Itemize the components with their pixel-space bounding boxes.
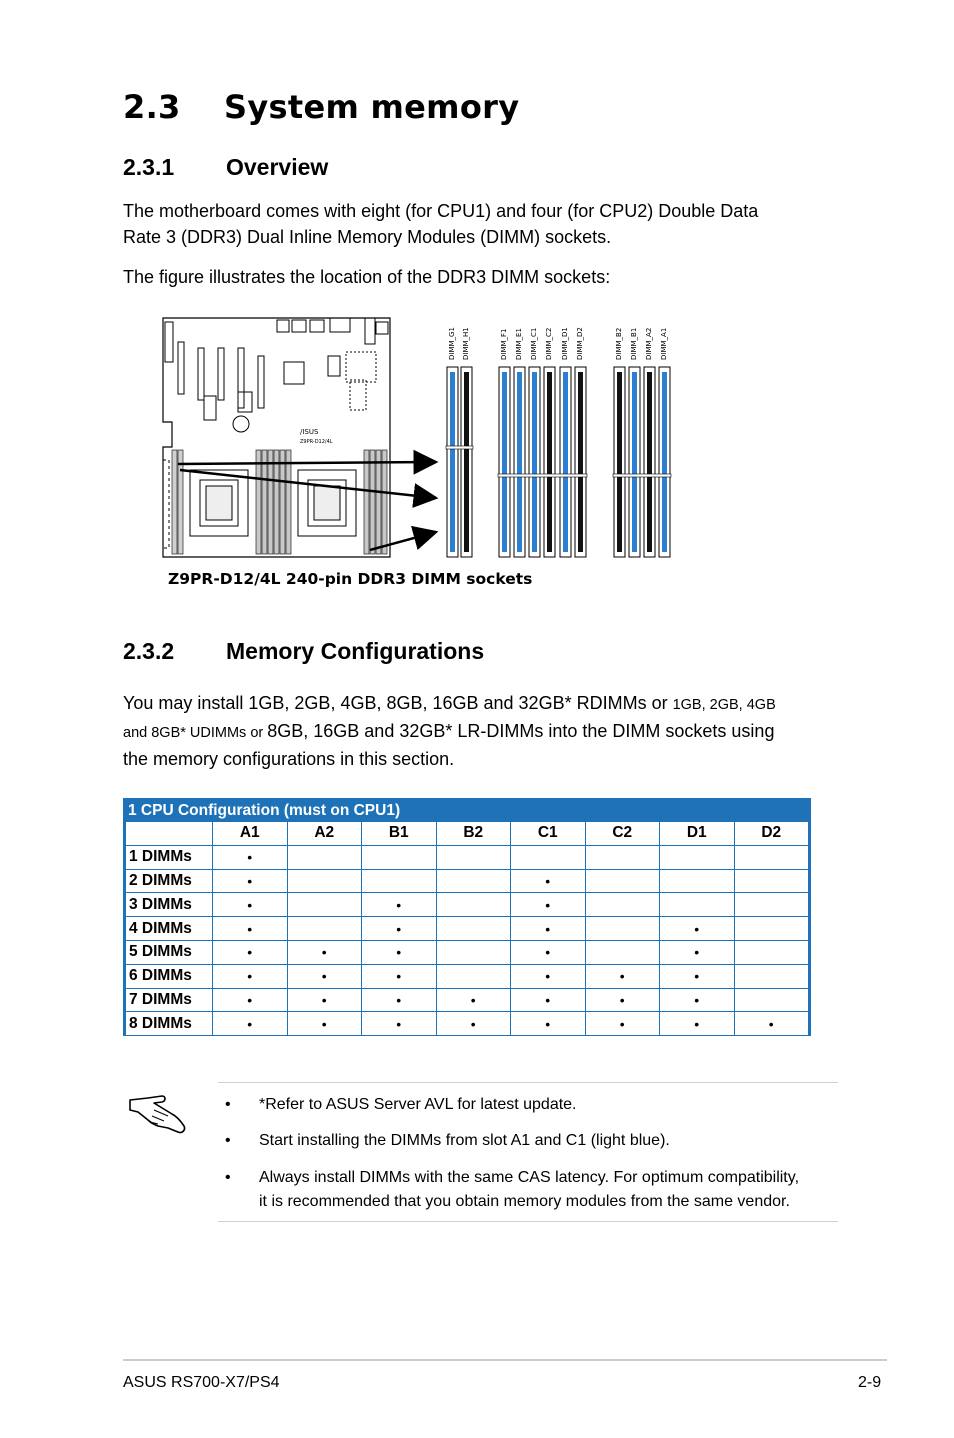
slot-label-b1: DIMM_B1 bbox=[630, 327, 638, 360]
slot-cell-d2 bbox=[734, 845, 809, 869]
slot-cell-c2 bbox=[585, 893, 660, 917]
table-row bbox=[126, 988, 809, 1012]
memconfig-line-1 bbox=[123, 690, 776, 718]
slot-cell-d1: • bbox=[660, 917, 735, 941]
slot-cell-d2: • bbox=[734, 1012, 809, 1036]
slot-cell-d1: • bbox=[660, 964, 735, 988]
slot-cell-b2 bbox=[436, 964, 511, 988]
table-row bbox=[126, 917, 809, 941]
slot-cell-d1 bbox=[660, 869, 735, 893]
note-text-1: *Refer to ASUS Server AVL for latest update. bbox=[259, 1096, 577, 1113]
note-text-3-line-1: Always install DIMMs with the same CAS latency. For optimum compatibility, bbox=[259, 1169, 800, 1186]
memconfig-line-2 bbox=[123, 718, 776, 746]
memconfig-line-1b: 1GB, 2GB, 4GB bbox=[672, 697, 776, 713]
slot-cell-c2 bbox=[585, 869, 660, 893]
note-item-2 bbox=[218, 1129, 838, 1153]
diagram-caption: Z9PR-D12/4L 240-pin DDR3 DIMM sockets bbox=[168, 570, 533, 588]
column-header-d1: D1 bbox=[660, 822, 735, 846]
slot-cell-a1: • bbox=[213, 893, 288, 917]
slot-cell-c1 bbox=[511, 845, 586, 869]
slot-cell-a2: • bbox=[287, 988, 362, 1012]
table-body bbox=[126, 845, 809, 1035]
note-bullet: • bbox=[225, 1132, 231, 1149]
table-row bbox=[126, 893, 809, 917]
slot-cell-b1: • bbox=[362, 940, 437, 964]
table-row bbox=[126, 964, 809, 988]
column-header-c1: C1 bbox=[511, 822, 586, 846]
dimm-slot-d2 bbox=[575, 367, 586, 557]
table-corner bbox=[126, 822, 213, 846]
row-label: 5 DIMMs bbox=[126, 940, 213, 964]
note-item-1 bbox=[218, 1093, 838, 1117]
cpu2-socket bbox=[298, 470, 356, 536]
dimm-slot-c1 bbox=[529, 367, 540, 557]
slot-cell-d2 bbox=[734, 964, 809, 988]
memconfig-line-2b: 8GB, 16GB and 32GB* LR-DIMMs into the DIMM sockets using bbox=[267, 721, 775, 741]
memconfig-line-1a: You may install 1GB, 2GB, 4GB, 8GB, 16GB and 32GB* RDIMMs or bbox=[123, 693, 673, 713]
dimm-slot-h1 bbox=[461, 367, 472, 557]
slot-cell-a2: • bbox=[287, 964, 362, 988]
slot-cell-b2 bbox=[436, 940, 511, 964]
slot-cell-b1: • bbox=[362, 1012, 437, 1036]
slot-label-a2: DIMM_A2 bbox=[645, 327, 653, 360]
table-row bbox=[126, 1012, 809, 1036]
section-title bbox=[123, 88, 519, 126]
slot-cell-b2 bbox=[436, 893, 511, 917]
column-header-a1: A1 bbox=[213, 822, 288, 846]
slot-cell-a1: • bbox=[213, 869, 288, 893]
memconfig-heading bbox=[123, 638, 484, 665]
board-logo: /ISUS bbox=[300, 428, 319, 436]
slot-cell-b2 bbox=[436, 869, 511, 893]
slot-cell-c1: • bbox=[511, 869, 586, 893]
dimm-slot-b2 bbox=[614, 367, 625, 557]
slot-label-c1: DIMM_C1 bbox=[530, 327, 538, 360]
slot-cell-d2 bbox=[734, 917, 809, 941]
column-header-a2: A2 bbox=[287, 822, 362, 846]
slot-cell-d2 bbox=[734, 869, 809, 893]
section-number: 2.3 bbox=[123, 88, 181, 126]
slot-cell-a1: • bbox=[213, 988, 288, 1012]
dimm-location-diagram bbox=[160, 312, 680, 562]
table-header-row bbox=[126, 822, 809, 846]
figure-intro: The figure illustrates the location of the DDR3 DIMM sockets: bbox=[123, 267, 611, 287]
slot-cell-d1 bbox=[660, 893, 735, 917]
slot-cell-d1: • bbox=[660, 1012, 735, 1036]
slot-cell-a1: • bbox=[213, 964, 288, 988]
slot-cell-b1 bbox=[362, 869, 437, 893]
slot-cell-c2 bbox=[585, 845, 660, 869]
row-label: 3 DIMMs bbox=[126, 893, 213, 917]
note-bullet: • bbox=[225, 1169, 231, 1186]
row-label: 1 DIMMs bbox=[126, 845, 213, 869]
section-title-text: System memory bbox=[224, 88, 520, 126]
slot-cell-b1: • bbox=[362, 893, 437, 917]
overview-paragraph bbox=[123, 198, 758, 250]
memconfig-line-3: the memory configurations in this section. bbox=[123, 749, 455, 769]
slot-cell-d1 bbox=[660, 845, 735, 869]
row-label: 8 DIMMs bbox=[126, 1012, 213, 1036]
slot-cell-c1: • bbox=[511, 988, 586, 1012]
slot-cell-b2: • bbox=[436, 1012, 511, 1036]
slot-cell-c2 bbox=[585, 940, 660, 964]
footer-rule bbox=[123, 1359, 887, 1361]
column-header-b2: B2 bbox=[436, 822, 511, 846]
slot-cell-c1: • bbox=[511, 893, 586, 917]
row-label: 7 DIMMs bbox=[126, 988, 213, 1012]
table-title: 1 CPU Configuration (must on CPU1) bbox=[128, 802, 401, 819]
footer-page-number: 2-9 bbox=[858, 1374, 882, 1391]
table-row bbox=[126, 869, 809, 893]
slot-label-h1: DIMM_H1 bbox=[462, 327, 470, 360]
slot-cell-a1: • bbox=[213, 940, 288, 964]
slot-cell-a2 bbox=[287, 893, 362, 917]
cpu1-socket bbox=[190, 470, 248, 536]
column-header-b1: B1 bbox=[362, 822, 437, 846]
overview-number: 2.3.1 bbox=[123, 154, 175, 180]
slot-cell-c2 bbox=[585, 917, 660, 941]
overview-line-2: Rate 3 (DDR3) Dual Inline Memory Modules (DIMM) sockets. bbox=[123, 227, 612, 247]
slot-label-g1: DIMM_G1 bbox=[448, 327, 456, 360]
dimm-slot-d1 bbox=[560, 367, 571, 557]
slot-cell-b1: • bbox=[362, 964, 437, 988]
slot-cell-d1: • bbox=[660, 988, 735, 1012]
notes-box bbox=[218, 1082, 838, 1222]
note-text-3-line-2: it is recommended that you obtain memory modules from the same vendor. bbox=[259, 1193, 790, 1210]
dimm-slot-g1 bbox=[447, 367, 458, 557]
overview-line-1: The motherboard comes with eight (for CPU1) and four (for CPU2) Double Data bbox=[123, 201, 759, 221]
slot-label-d2: DIMM_D2 bbox=[576, 327, 584, 360]
slot-cell-a1: • bbox=[213, 1012, 288, 1036]
slot-label-f1: DIMM_F1 bbox=[500, 328, 508, 360]
slot-cell-d1: • bbox=[660, 940, 735, 964]
dimm-slot-a1 bbox=[659, 367, 670, 557]
slot-label-b2: DIMM_B2 bbox=[615, 327, 623, 360]
note-item-3 bbox=[218, 1166, 838, 1214]
slot-cell-b2: • bbox=[436, 988, 511, 1012]
slot-label-e1: DIMM_E1 bbox=[515, 328, 523, 360]
slot-cell-c2: • bbox=[585, 1012, 660, 1036]
slot-cell-c2: • bbox=[585, 964, 660, 988]
memconfig-number: 2.3.2 bbox=[123, 638, 175, 664]
slot-cell-a1: • bbox=[213, 917, 288, 941]
row-label: 2 DIMMs bbox=[126, 869, 213, 893]
slot-cell-b1: • bbox=[362, 917, 437, 941]
dimm-slot-c2 bbox=[544, 367, 555, 557]
board-model: Z9PR-D12/4L bbox=[300, 439, 333, 445]
footer-product: ASUS RS700-X7/PS4 bbox=[123, 1374, 280, 1391]
table-row bbox=[126, 845, 809, 869]
memconfig-paragraph bbox=[123, 690, 776, 772]
note-bullet: • bbox=[225, 1096, 231, 1113]
slot-cell-d2 bbox=[734, 893, 809, 917]
slot-label-a1: DIMM_A1 bbox=[660, 327, 668, 360]
hand-pointer-icon bbox=[128, 1090, 188, 1136]
slot-cell-a2 bbox=[287, 917, 362, 941]
overview-title: Overview bbox=[226, 154, 329, 180]
slot-cell-a2: • bbox=[287, 940, 362, 964]
slot-cell-c1: • bbox=[511, 1012, 586, 1036]
overview-heading bbox=[123, 154, 328, 181]
slot-cell-a1: • bbox=[213, 845, 288, 869]
slot-cell-c1: • bbox=[511, 964, 586, 988]
note-text-2: Start installing the DIMMs from slot A1 and C1 (light blue). bbox=[259, 1132, 670, 1149]
dimm-slot-b1 bbox=[629, 367, 640, 557]
memconfig-line-2a: and 8GB* UDIMMs or bbox=[123, 725, 268, 741]
dimm-slot-f1 bbox=[499, 367, 510, 557]
slot-cell-d2 bbox=[734, 940, 809, 964]
dimm-slot-e1 bbox=[514, 367, 525, 557]
memconfig-title: Memory Configurations bbox=[226, 638, 485, 664]
slot-label-d1: DIMM_D1 bbox=[561, 327, 569, 360]
dimm-slot-a2 bbox=[644, 367, 655, 557]
cpu-config-table bbox=[123, 798, 811, 1036]
note-text-3 bbox=[259, 1166, 838, 1214]
column-header-c2: C2 bbox=[585, 822, 660, 846]
column-header-d2: D2 bbox=[734, 822, 809, 846]
slot-label-c2: DIMM_C2 bbox=[545, 327, 553, 360]
row-label: 4 DIMMs bbox=[126, 917, 213, 941]
config-grid bbox=[125, 821, 809, 1036]
slot-cell-a2 bbox=[287, 845, 362, 869]
table-row bbox=[126, 940, 809, 964]
slot-cell-b1: • bbox=[362, 988, 437, 1012]
slot-cell-c2: • bbox=[585, 988, 660, 1012]
slot-cell-c1: • bbox=[511, 917, 586, 941]
slot-cell-b2 bbox=[436, 845, 511, 869]
slot-cell-b1 bbox=[362, 845, 437, 869]
row-label: 6 DIMMs bbox=[126, 964, 213, 988]
slot-cell-a2 bbox=[287, 869, 362, 893]
slot-cell-a2: • bbox=[287, 1012, 362, 1036]
slot-cell-b2 bbox=[436, 917, 511, 941]
slot-cell-c1: • bbox=[511, 940, 586, 964]
slot-cell-d2 bbox=[734, 988, 809, 1012]
